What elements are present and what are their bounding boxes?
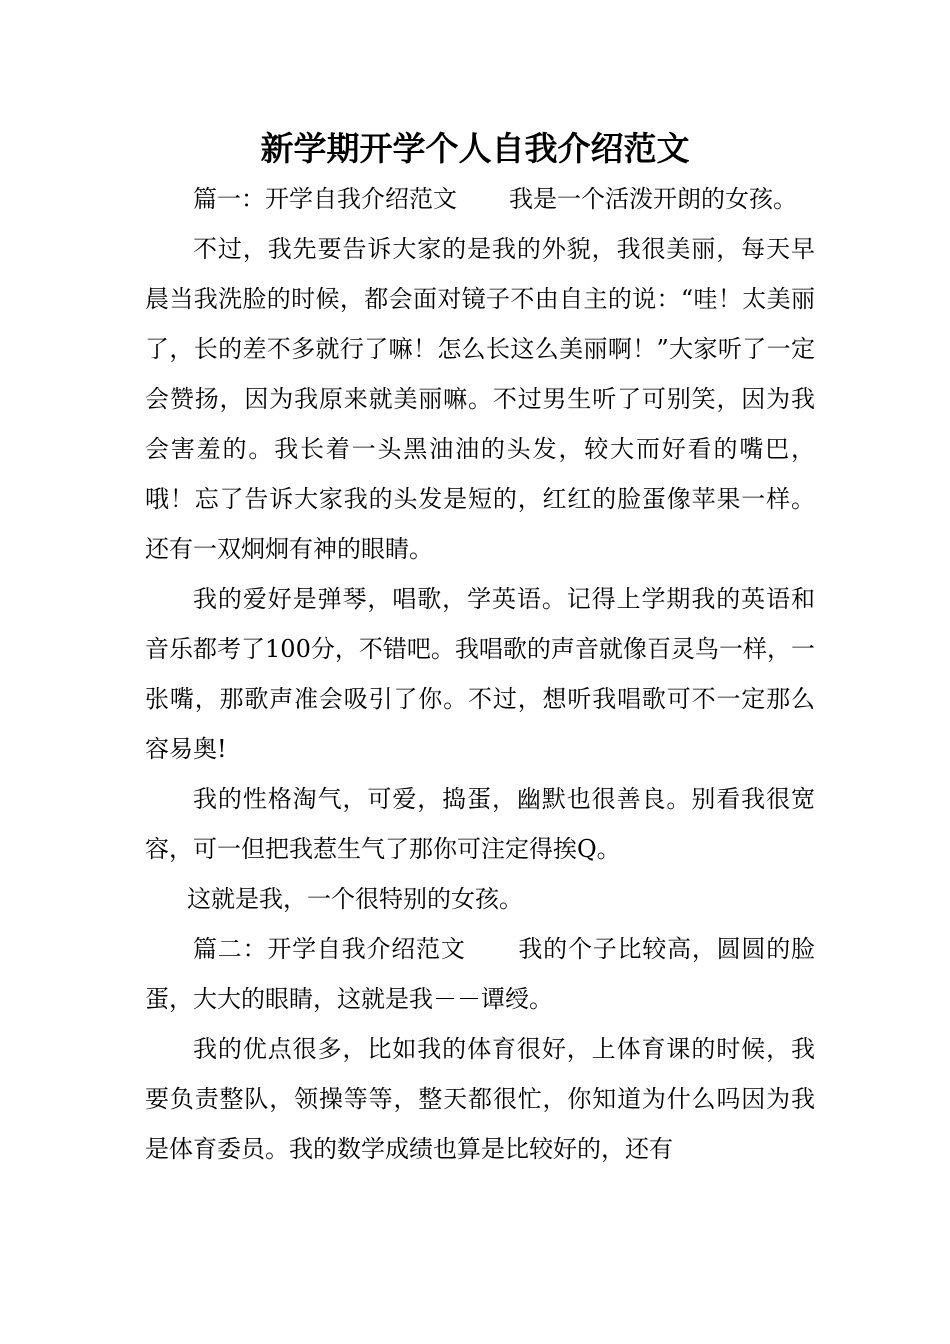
section-1-lead: 我是一个活泼开朗的女孩。 [509,185,797,213]
section-1-intro [145,174,815,224]
paragraph: 不过，我先要告诉大家的是我的外貌，我很美丽，每天早晨当我洗脸的时候，都会面对镜子不由自主的说：“哇！太美丽了，长的差不多就行了嘛！怎么长这么美丽啊！”大家听了一定会赞扬，因为我原来就美丽嘛。不过男生听了可别笑，因为我会害羞的。我长着一头黑油油的头发，较大而好看的嘴巴，哦！忘了告诉大家我的头发是短的，红红的脸蛋像苹果一样。还有一双炯炯有神的眼睛。 [145,235,815,563]
paragraph: 我的性格淘气，可爱，捣蛋，幽默也很善良。别看我很宽容，可一但把我惹生气了那你可注定得挨Q。 [145,785,815,863]
paragraph: 这就是我，一个很特别的女孩。 [187,885,523,913]
section-2-intro [145,924,815,1024]
document-body [145,174,815,1174]
section-2-heading: 篇二：开学自我介绍范文 [193,935,466,963]
paragraph: 我的爱好是弹琴，唱歌，学英语。记得上学期我的英语和音乐都考了100分，不错吧。我唱歌的声音就像百灵鸟一样，一张嘴，那歌声准会吸引了你。不过，想听我唱歌可不一定那么容易奥! [145,585,815,763]
section-1-heading: 篇一：开学自我介绍范文 [193,185,457,213]
document-title: 新学期开学个人自我介绍范文 [260,129,690,168]
section-2-lead: 我的个子比较高，圆圆的脸蛋，大大的眼睛，这就是我－－谭绶。 [145,935,815,1013]
paragraph: 我的优点很多，比如我的体育很好，上体育课的时候，我要负责整队，领操等等，整天都很忙，你知道为什么吗因为我是体育委员。我的数学成绩也算是比较好的，还有 [145,1035,815,1163]
